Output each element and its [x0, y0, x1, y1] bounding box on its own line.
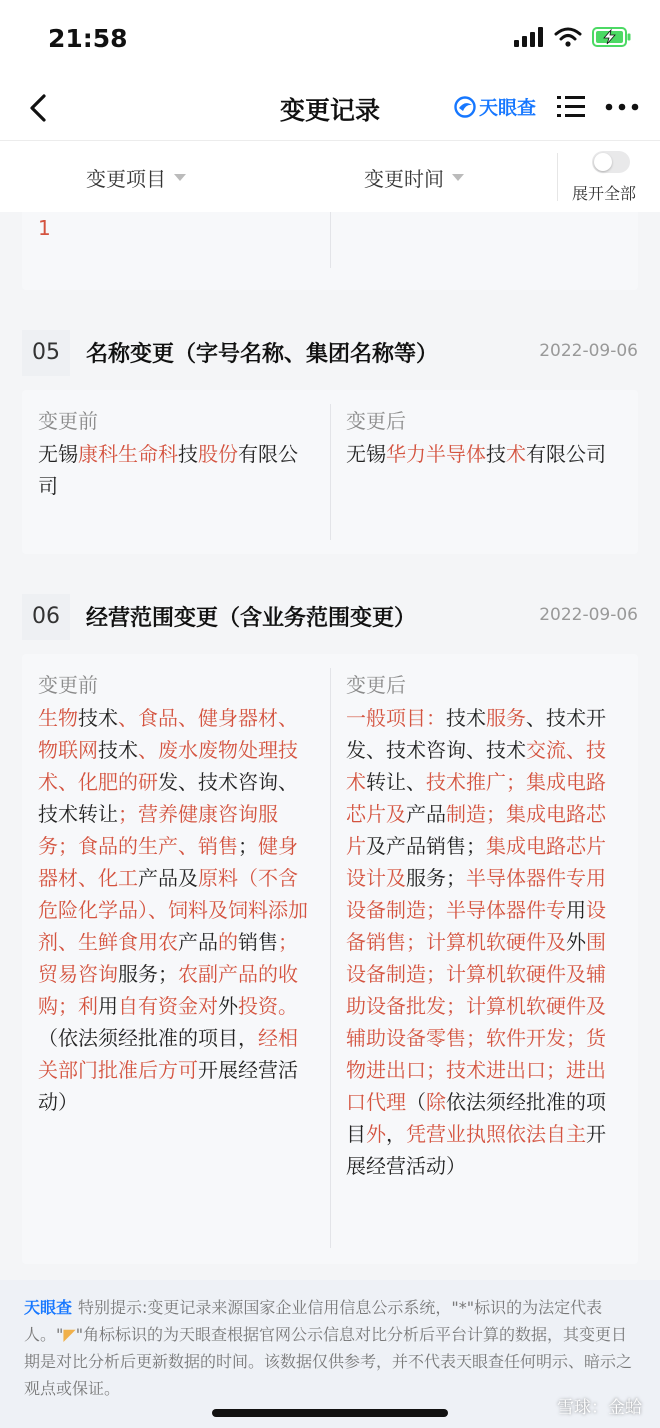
- change-text: 销售: [238, 930, 278, 954]
- home-indicator[interactable]: [212, 1409, 448, 1417]
- highlighted-change-text: 凭营业执照依法自主: [406, 1122, 586, 1146]
- before-column: [38, 406, 308, 502]
- highlighted-change-text: 服务: [486, 706, 526, 730]
- change-text: 技术: [78, 706, 118, 730]
- highlighted-change-text: ；贸易咨询: [38, 930, 298, 986]
- change-text: 、技术开发、技术咨询、技术: [346, 706, 606, 762]
- entry-date: 2022-09-06: [539, 341, 638, 361]
- after-text: [346, 702, 616, 1182]
- card-divider: [330, 404, 331, 540]
- change-record-list[interactable]: [0, 212, 660, 1280]
- disclaimer-part-2: "角标标识的为天眼查根据官网公示信息对比分析后平台计算的数据，其变更日期是对比分析后更新数据的时间。该数据仅供参考，并不代表天眼查任何明示、暗示之观点或保证。: [24, 1325, 633, 1398]
- change-text: 服务；: [118, 962, 178, 986]
- change-text: 技术: [98, 738, 138, 762]
- list-menu-icon[interactable]: [557, 93, 585, 121]
- footer-brand: 天眼查: [24, 1298, 73, 1317]
- expand-all-toggle[interactable]: [592, 151, 630, 173]
- change-text: 有限公司: [526, 442, 606, 466]
- highlighted-change-text: 围设备制造；计算机软硬件及辅助设备批发；计算机软硬件及辅助设备零售；软件开发；货物进出口；技术进出口；进出口代理: [346, 930, 606, 1114]
- after-column: [346, 406, 616, 470]
- after-text: [346, 438, 616, 470]
- highlighted-change-text: 的: [218, 930, 238, 954]
- battery-charging-icon: [592, 26, 632, 48]
- change-text: 技: [486, 442, 506, 466]
- entry-header: [22, 330, 638, 376]
- disclaimer-text: [24, 1294, 636, 1402]
- highlighted-change-text: 技术推广；集成电路芯片及: [346, 770, 606, 826]
- more-options-icon[interactable]: [604, 102, 640, 112]
- highlighted-change-text: 生物: [38, 706, 78, 730]
- previous-entry-card: [22, 212, 638, 290]
- highlighted-change-text: 、废水废物处理技术、化肥的研: [38, 738, 298, 794]
- highlighted-change-text: 设备销售；计算机软硬件及: [346, 898, 606, 954]
- entry-title: 名称变更（字号名称、集团名称等）: [86, 342, 439, 367]
- disclaimer-part-1: 特别提示:变更记录来源国家企业信用信息公示系统，"*"标识的为法定代表人。": [24, 1298, 603, 1344]
- brand-logo[interactable]: [454, 93, 536, 120]
- wifi-icon: [554, 27, 582, 47]
- change-text: 产品: [406, 802, 446, 826]
- previous-entry-tail-text: 1: [38, 216, 51, 240]
- change-text: （依法须经批准的项目，: [38, 1026, 258, 1050]
- change-text: 外: [218, 994, 238, 1018]
- watermark: 雪球：金蛤: [557, 1398, 642, 1418]
- after-column: [346, 670, 616, 1182]
- change-text: 用: [566, 898, 586, 922]
- after-label: 变更后: [346, 409, 406, 433]
- highlighted-change-text: 股份: [198, 442, 238, 466]
- change-text: 技: [178, 442, 198, 466]
- highlighted-change-text: 原料（不含危险化学品）、饲料及饲料添加剂、生鲜食用农: [38, 866, 308, 954]
- filter-bar: [0, 140, 660, 212]
- filter-divider: [557, 153, 558, 201]
- change-text: ；: [238, 834, 258, 858]
- change-text: （: [406, 1090, 426, 1114]
- highlighted-change-text: 半导体器件专用设备制造；半导体器件专: [346, 866, 606, 922]
- status-time: 21:58: [48, 24, 128, 53]
- change-text: 产品及: [138, 866, 198, 890]
- highlighted-change-text: 术: [506, 442, 526, 466]
- highlighted-change-text: 一般项目：: [346, 706, 446, 730]
- highlighted-change-text: 自有资金对: [118, 994, 218, 1018]
- status-bar: [0, 0, 660, 76]
- highlighted-change-text: ；营养健康咨询服务；食品的生产、销售: [38, 802, 278, 858]
- highlighted-change-text: 除: [426, 1090, 446, 1114]
- before-text: [38, 438, 308, 502]
- change-text: ，: [386, 1122, 406, 1146]
- entry-card: [22, 654, 638, 1264]
- highlighted-change-text: 康科生命科: [78, 442, 178, 466]
- expand-all-label: 展开全部: [572, 184, 637, 203]
- highlighted-change-text: 投资。: [238, 994, 298, 1018]
- change-text: 服务；: [406, 866, 466, 890]
- change-text: 依法须经批准的项目: [346, 1090, 606, 1146]
- caret-down-icon: [174, 174, 186, 181]
- corner-mark-icon: ◤: [63, 1325, 76, 1344]
- change-text: 及产品销售；: [366, 834, 486, 858]
- toggle-knob: [594, 153, 612, 171]
- highlighted-change-text: 集成电路芯片设计及: [346, 834, 606, 890]
- change-text: 开展经营活动）: [346, 1122, 606, 1178]
- highlighted-change-text: 、食品、健身器材、物联网: [38, 706, 298, 762]
- change-text: 无锡: [346, 442, 386, 466]
- filter-change-item[interactable]: [86, 163, 186, 192]
- signal-icon: [514, 27, 544, 47]
- highlighted-change-text: 制造；集成电路芯片: [346, 802, 606, 858]
- highlighted-change-text: 农副产品的收购；利: [38, 962, 298, 1018]
- before-column: [38, 670, 308, 1118]
- change-text: 产品: [178, 930, 218, 954]
- entry-card: [22, 390, 638, 554]
- card-divider: [330, 212, 331, 268]
- status-icons: [514, 26, 632, 48]
- highlighted-change-text: 健身器材、化工: [38, 834, 298, 890]
- page-title: 变更记录: [279, 96, 380, 125]
- highlighted-change-text: 交流、技术: [346, 738, 606, 794]
- highlighted-change-text: 经相关部门批准后方可: [38, 1026, 298, 1082]
- entry-header: [22, 594, 638, 640]
- nav-bar: [0, 76, 660, 140]
- change-text: 外: [566, 930, 586, 954]
- brand-name: 天眼查: [479, 97, 537, 119]
- highlighted-change-text: 外: [366, 1122, 386, 1146]
- entry-date: 2022-09-06: [539, 605, 638, 625]
- card-divider: [330, 668, 331, 1248]
- after-label: 变更后: [346, 673, 406, 697]
- highlighted-change-text: 华力半导体: [386, 442, 486, 466]
- entry-number: 06: [22, 594, 70, 640]
- filter-change-time-label: 变更时间: [364, 167, 444, 191]
- before-label: 变更前: [38, 673, 98, 697]
- tianyancha-logo-icon: [454, 96, 476, 118]
- filter-change-item-label: 变更项目: [86, 167, 166, 191]
- change-text: 技术: [446, 706, 486, 730]
- caret-down-icon: [452, 174, 464, 181]
- before-label: 变更前: [38, 409, 98, 433]
- change-text: 开展经营活动）: [38, 1058, 298, 1114]
- before-text: [38, 702, 308, 1118]
- change-text: 发、技术咨询、技术转让: [38, 770, 298, 826]
- change-text: 有限公司: [38, 442, 298, 498]
- filter-change-time[interactable]: [364, 163, 464, 192]
- change-text: 无锡: [38, 442, 78, 466]
- change-text: 用: [98, 994, 118, 1018]
- change-text: 转让、: [366, 770, 426, 794]
- entry-title: 经营范围变更（含业务范围变更）: [86, 606, 417, 631]
- entry-number: 05: [22, 330, 70, 376]
